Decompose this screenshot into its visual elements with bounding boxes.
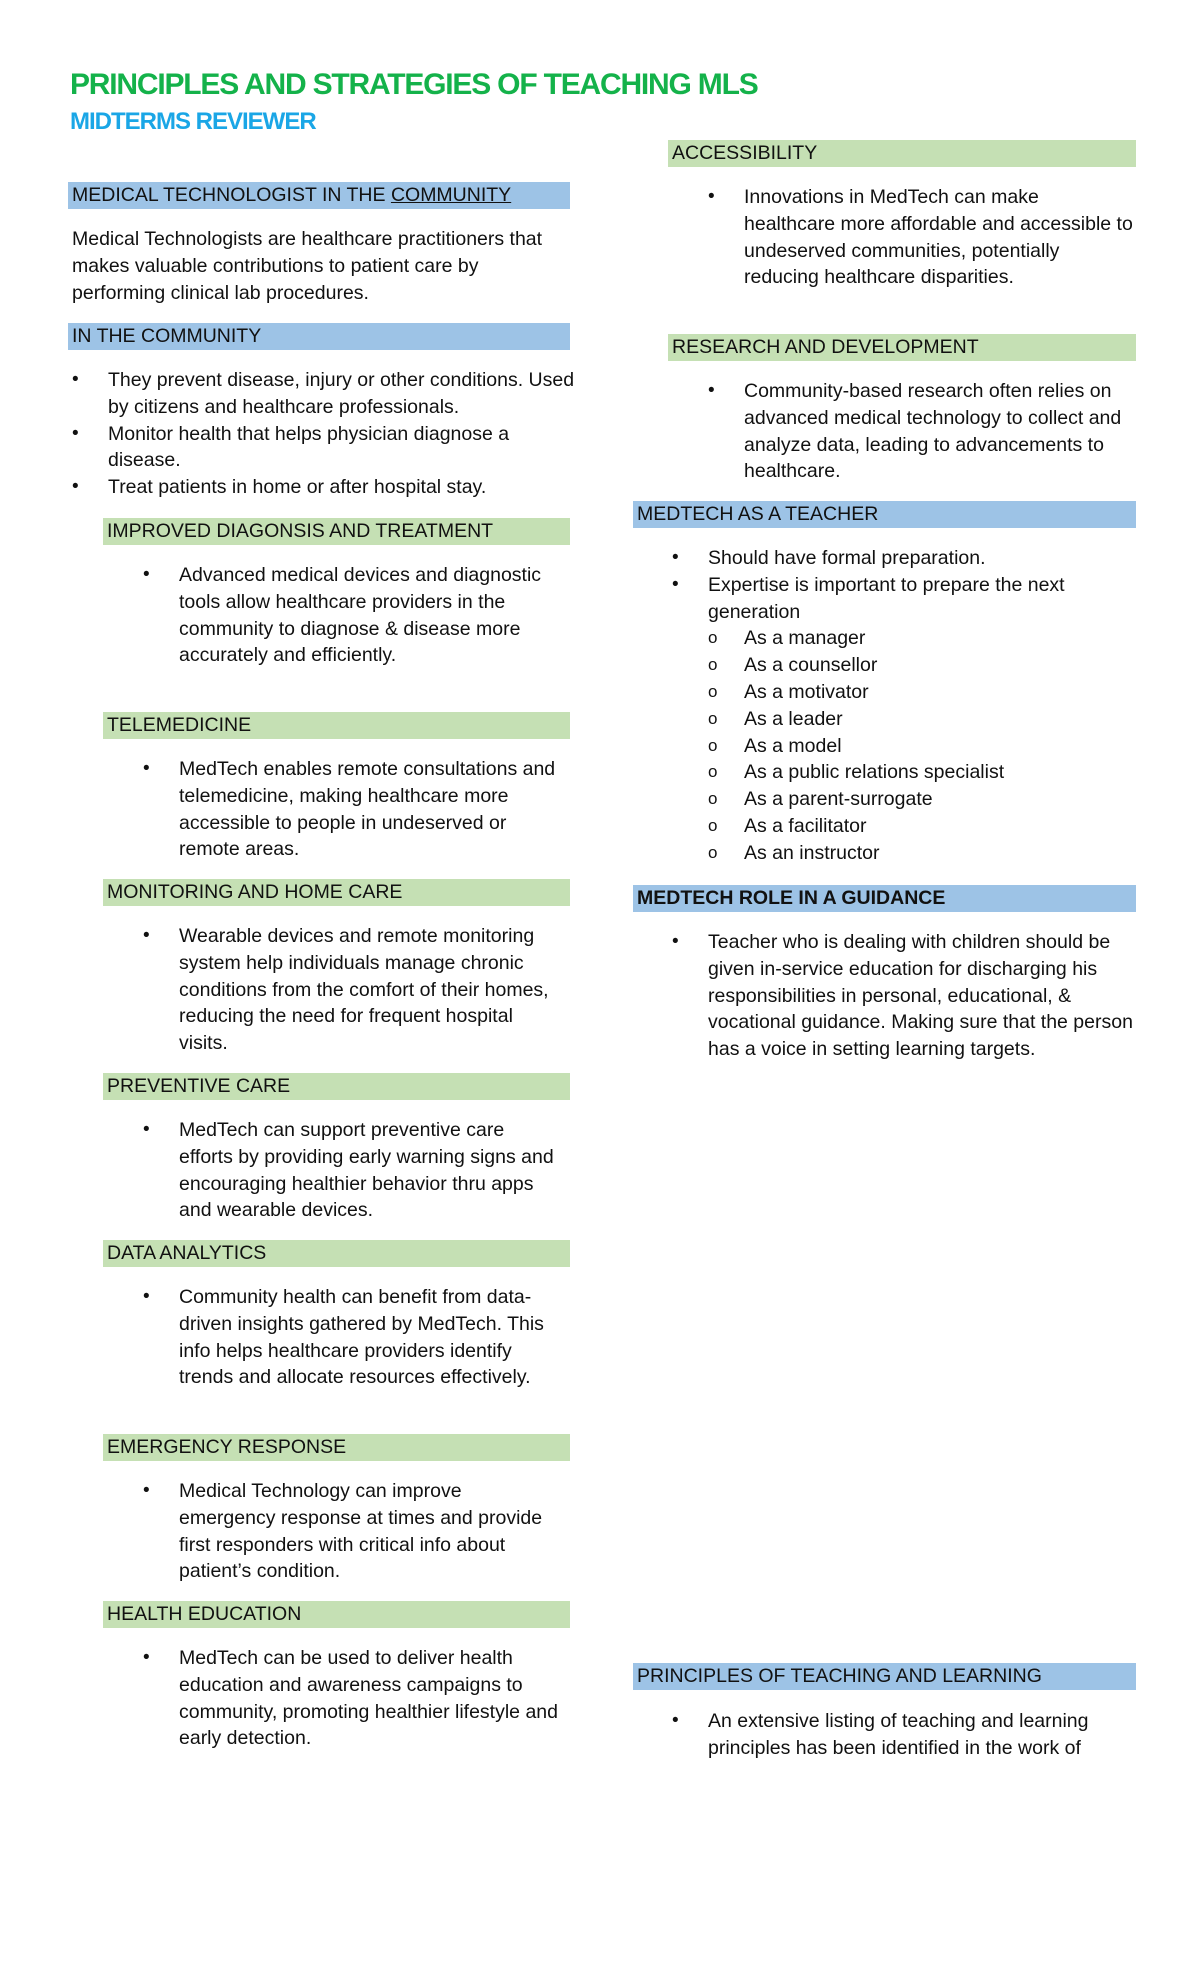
list-item: • Advanced medical devices and diagnostic tools allow healthcare providers in the community to diagnose & disease more accurately and efficiently.	[143, 562, 563, 669]
list-item: • Community health can benefit from data-driven insights gathered by MedTech. This info helps healthcare providers identify trends and allocate resources effectively.	[143, 1284, 563, 1391]
diagnosis-list	[143, 562, 563, 669]
header-text: PREVENTIVE CARE	[107, 1075, 291, 1097]
sublist-item: o As a motivator	[708, 679, 1134, 706]
principles-list	[672, 1708, 1134, 1762]
sublist-item: o As a model	[708, 733, 1134, 760]
health-education-list	[143, 1645, 563, 1752]
list-item: • Innovations in MedTech can make healthcare more affordable and accessible to undeserved communities, potentially reducing healthcare disparities.	[708, 184, 1133, 291]
list-item: • Should have formal preparation.	[672, 545, 1134, 572]
section-header-health-education	[103, 1601, 570, 1628]
section-header-preventive	[103, 1073, 570, 1100]
list-item: • Teacher who is dealing with children should be given in-service education for discharging his responsibilities in personal, educational, & vocational guidance. Making sure that the person has a voice in setting learning targets.	[672, 929, 1134, 1063]
section-header-community	[68, 182, 570, 209]
header-text: RESEARCH AND DEVELOPMENT	[672, 336, 979, 358]
list-item: • Treat patients in home or after hospital stay.	[72, 474, 582, 501]
section-header-telemedicine	[103, 712, 570, 739]
teacher-list	[672, 545, 1134, 867]
preventive-list	[143, 1117, 563, 1224]
header-text: DATA ANALYTICS	[107, 1242, 267, 1264]
header-text: MEDTECH ROLE IN A GUIDANCE	[637, 887, 946, 909]
list-item-text: Expertise is important to prepare the next generation	[708, 573, 1065, 623]
sublist-item: o As a counsellor	[708, 652, 1134, 679]
section-header-data-analytics	[103, 1240, 570, 1267]
header-text: IN THE COMMUNITY	[72, 325, 262, 347]
header-text: HEALTH EDUCATION	[107, 1603, 302, 1625]
sublist-item: o As a public relations specialist	[708, 759, 1134, 786]
section-header-principles	[633, 1663, 1136, 1690]
section-header-accessibility	[668, 140, 1136, 167]
section-header-in-community	[68, 323, 570, 350]
header-text: MEDTECH AS A TEACHER	[637, 503, 879, 525]
page-title: PRINCIPLES AND STRATEGIES OF TEACHING MLS	[70, 68, 758, 101]
sublist-item: o As a leader	[708, 706, 1134, 733]
list-item: • Community-based research often relies on advanced medical technology to collect and analyze data, leading to advancements to healthcare.	[708, 378, 1133, 485]
sublist-item: o As a manager	[708, 625, 1134, 652]
in-community-list	[72, 367, 582, 501]
header-text: MONITORING AND HOME CARE	[107, 881, 403, 903]
intro-paragraph	[72, 226, 572, 306]
teacher-roles-sublist	[708, 625, 1134, 866]
list-item: • An extensive listing of teaching and learning principles has been identified in the work of	[672, 1708, 1134, 1762]
header-text: MEDICAL TECHNOLOGIST IN THE	[72, 184, 391, 206]
header-underlined-text: COMMUNITY	[390, 184, 512, 206]
sublist-item: o As an instructor	[708, 840, 1134, 867]
emergency-list	[143, 1478, 563, 1585]
sublist-item: o As a parent-surrogate	[708, 786, 1134, 813]
monitoring-list	[143, 923, 563, 1057]
list-item	[672, 572, 1134, 867]
section-header-monitoring	[103, 879, 570, 906]
list-item: • MedTech enables remote consultations and telemedicine, making healthcare more accessible to people in undeserved or remote areas.	[143, 756, 563, 863]
header-text: EMERGENCY RESPONSE	[107, 1436, 347, 1458]
list-item: • Medical Technology can improve emergency response at times and provide first responders with critical info about patient’s condition.	[143, 1478, 563, 1585]
list-item: • Monitor health that helps physician diagnose a disease.	[72, 421, 582, 475]
section-header-teacher	[633, 501, 1136, 528]
list-item: • MedTech can be used to deliver health education and awareness campaigns to community, promoting healthier lifestyle and early detection.	[143, 1645, 563, 1752]
header-text: PRINCIPLES OF TEACHING AND LEARNING	[637, 1665, 1042, 1687]
header-text: ACCESSIBILITY	[672, 142, 818, 164]
list-item: • Wearable devices and remote monitoring system help individuals manage chronic conditions from the comfort of their homes, reducing the need for frequent hospital visits.	[143, 923, 563, 1057]
header-text: IMPROVED DIAGONSIS AND TREATMENT	[107, 520, 494, 542]
section-header-guidance	[633, 885, 1136, 912]
data-analytics-list	[143, 1284, 563, 1391]
intro-text: Medical Technologists are healthcare practitioners that makes valuable contributions to patient care by performing clinical lab procedures.	[72, 228, 543, 304]
section-header-emergency	[103, 1434, 570, 1461]
page-subtitle: MIDTERMS REVIEWER	[70, 108, 316, 135]
list-item: • They prevent disease, injury or other conditions. Used by citizens and healthcare professionals.	[72, 367, 582, 421]
guidance-list	[672, 929, 1134, 1063]
section-header-research	[668, 334, 1136, 361]
accessibility-list	[708, 184, 1133, 291]
telemedicine-list	[143, 756, 563, 863]
research-list	[708, 378, 1133, 485]
sublist-item: o As a facilitator	[708, 813, 1134, 840]
header-text: TELEMEDICINE	[107, 714, 252, 736]
section-header-diagnosis	[103, 518, 570, 545]
list-item: • MedTech can support preventive care efforts by providing early warning signs and encouraging healthier behavior thru apps and wearable devices.	[143, 1117, 563, 1224]
